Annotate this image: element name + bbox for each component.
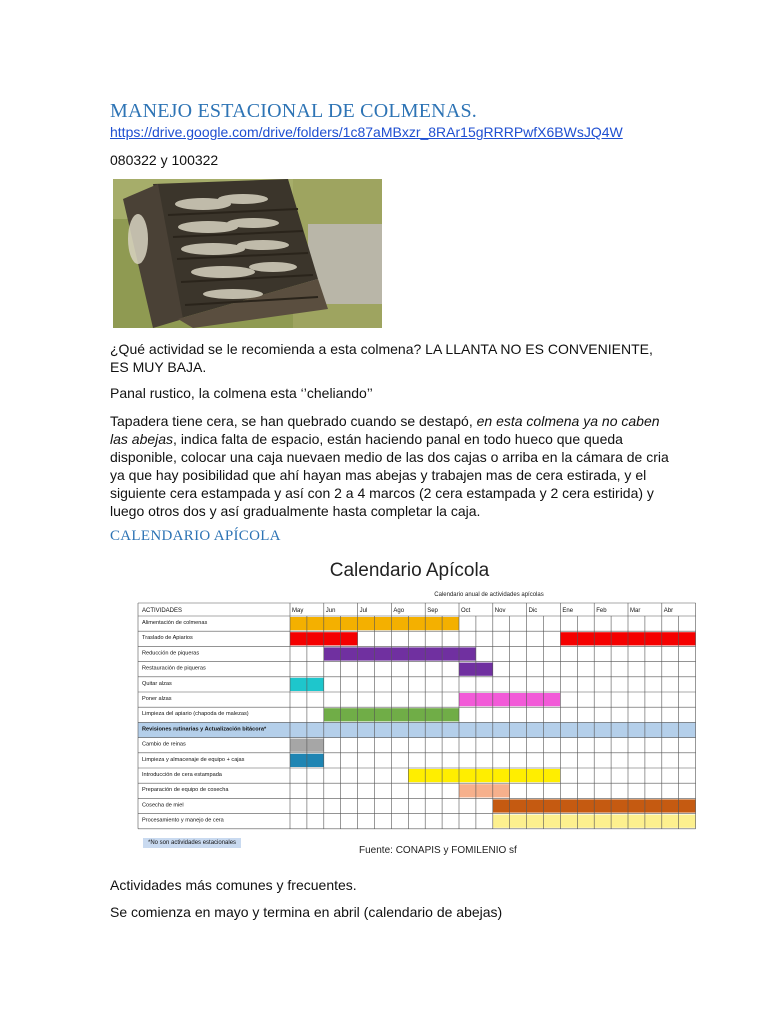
- activity-cell: [324, 708, 341, 721]
- activity-cell: [510, 815, 527, 828]
- doc-title: MANEJO ESTACIONAL DE COLMENAS.: [110, 100, 477, 122]
- activity-cell: [679, 632, 696, 645]
- activity-cell: [307, 617, 324, 630]
- activity-cell: [679, 815, 696, 828]
- activity-cell: [594, 723, 611, 736]
- activity-cell: [577, 723, 594, 736]
- activity-cell: [544, 693, 561, 706]
- tapadera-text-a: Tapadera tiene cera, se han quebrado cuando se destapó,: [110, 413, 477, 429]
- month-label: Oct: [461, 608, 471, 614]
- month-label: Jul: [359, 608, 368, 614]
- activity-cell: [324, 617, 341, 630]
- common-activities-text: Actividades más comunes y frecuentes.: [110, 877, 357, 893]
- month-label: Mar: [630, 608, 641, 614]
- activity-cell: [358, 708, 375, 721]
- activity-label: Revisiones rutinarias y Actualización bitácora*: [142, 726, 267, 733]
- activity-cell: [459, 693, 476, 706]
- activity-cell: [611, 723, 628, 736]
- activity-cell: [459, 723, 476, 736]
- month-label: Ene: [562, 608, 574, 614]
- month-label: May: [292, 608, 304, 614]
- calendar-note: *No son actividades estacionales: [143, 838, 241, 848]
- month-label: Feb: [596, 608, 607, 614]
- activity-cell: [391, 617, 408, 630]
- activity-cell: [459, 647, 476, 660]
- activity-cell: [611, 799, 628, 812]
- activity-cell: [611, 632, 628, 645]
- activity-cell: [527, 723, 544, 736]
- activity-label: Restauración de piqueras: [142, 665, 206, 672]
- beehive-photo: [113, 179, 382, 328]
- activity-cell: [476, 723, 493, 736]
- activity-cell: [611, 815, 628, 828]
- activity-cell: [662, 632, 679, 645]
- activity-cell: [662, 815, 679, 828]
- calendar-figure: [109, 546, 710, 864]
- activity-cell: [560, 799, 577, 812]
- activity-cell: [290, 617, 307, 630]
- drive-link[interactable]: https://drive.google.com/drive/folders/1c87aMBxzr_8RAr15gRRRPwfX6BWsJQ4W: [110, 124, 623, 140]
- activity-cell: [425, 723, 442, 736]
- calendar-source: Fuente: CONAPIS y FOMILENIO sf: [359, 845, 517, 856]
- activity-cell: [577, 799, 594, 812]
- activity-label: Poner alzas: [142, 696, 172, 702]
- month-label: Ago: [393, 608, 405, 614]
- activity-cell: [290, 632, 307, 645]
- activity-cell: [459, 769, 476, 782]
- activity-cell: [324, 632, 341, 645]
- activity-cell: [290, 678, 307, 691]
- activity-label: Procesamiento y manejo de cera: [142, 817, 224, 824]
- activity-cell: [645, 815, 662, 828]
- question-paragraph: ¿Qué actividad se le recomienda a esta colmena? LA LLANTA NO ES CONVENIENTE, ES MUY BAJA.: [110, 341, 653, 375]
- activity-cell: [425, 708, 442, 721]
- activity-cell: [375, 647, 392, 660]
- activity-label: Alimentación de colmenas: [142, 620, 208, 626]
- activity-cell: [358, 617, 375, 630]
- activity-cell: [679, 799, 696, 812]
- dates-text: 080322 y 100322: [110, 152, 219, 168]
- activity-label: Limpieza y almacenaje de equipo + cajas: [142, 756, 245, 763]
- activity-cell: [341, 647, 358, 660]
- activity-cell: [594, 815, 611, 828]
- activity-cell: [476, 784, 493, 797]
- activity-cell: [442, 647, 459, 660]
- activity-cell: [459, 663, 476, 676]
- activity-cell: [594, 799, 611, 812]
- activity-cell: [307, 723, 324, 736]
- panal-paragraph: Panal rustico, la colmena esta ‘’cheliando’’: [110, 385, 373, 401]
- cycle-text: Se comienza en mayo y termina en abril (calendario de abejas): [110, 904, 503, 920]
- activity-cell: [544, 815, 561, 828]
- activity-cell: [662, 723, 679, 736]
- activity-cell: [645, 632, 662, 645]
- activity-cell: [425, 617, 442, 630]
- section-heading: CALENDARIO APÍCOLA: [110, 528, 281, 544]
- activity-cell: [577, 815, 594, 828]
- activity-cell: [527, 693, 544, 706]
- activity-cell: [493, 723, 510, 736]
- activity-label: Traslado de Apiarios: [142, 635, 193, 642]
- activity-label: Limpieza del apiario (chapoda de malezas): [142, 711, 249, 718]
- activity-cell: [544, 723, 561, 736]
- activity-label: Introducción de cera estampada: [142, 772, 222, 778]
- activity-cell: [358, 723, 375, 736]
- tapadera-emphasis: en esta colmena ya no caben las abejas: [110, 413, 660, 447]
- month-label: Dic: [528, 608, 538, 614]
- activity-cell: [560, 723, 577, 736]
- activity-cell: [307, 754, 324, 767]
- activity-cell: [510, 799, 527, 812]
- activity-label: Preparación de equipo de cosecha: [142, 787, 229, 794]
- activity-cell: [290, 723, 307, 736]
- activity-cell: [442, 617, 459, 630]
- activity-cell: [442, 708, 459, 721]
- activity-cell: [324, 647, 341, 660]
- activity-cell: [476, 693, 493, 706]
- activity-cell: [408, 708, 425, 721]
- activity-cell: [476, 769, 493, 782]
- month-label: Abr: [663, 608, 674, 614]
- activity-label: Cambio de reinas: [142, 741, 186, 748]
- activity-cell: [510, 769, 527, 782]
- activity-cell: [544, 769, 561, 782]
- activity-cell: [679, 723, 696, 736]
- calendar-subtitle: Calendario anual de actividades apícolas: [434, 592, 544, 598]
- activity-cell: [290, 754, 307, 767]
- month-label: Sep: [427, 608, 438, 614]
- activity-cell: [476, 663, 493, 676]
- activity-cell: [442, 723, 459, 736]
- activity-cell: [510, 723, 527, 736]
- header-label: ACTIVIDADES: [142, 608, 183, 614]
- activity-cell: [628, 723, 645, 736]
- activity-cell: [527, 815, 544, 828]
- activity-cell: [307, 632, 324, 645]
- activity-cell: [425, 769, 442, 782]
- activity-cell: [510, 693, 527, 706]
- activity-cell: [408, 769, 425, 782]
- activity-cell: [628, 799, 645, 812]
- activity-cell: [408, 647, 425, 660]
- activity-cell: [391, 708, 408, 721]
- activity-cell: [408, 617, 425, 630]
- activity-cell: [662, 799, 679, 812]
- activity-cell: [307, 739, 324, 752]
- activity-cell: [594, 632, 611, 645]
- activity-cell: [375, 723, 392, 736]
- activity-cell: [645, 799, 662, 812]
- activity-cell: [290, 739, 307, 752]
- activity-cell: [307, 678, 324, 691]
- month-label: Nov: [494, 608, 506, 614]
- activity-cell: [560, 815, 577, 828]
- activity-label: Reducción de piqueras: [142, 650, 200, 657]
- activity-cell: [341, 708, 358, 721]
- calendar-grid: [109, 546, 710, 864]
- activity-cell: [577, 632, 594, 645]
- activity-cell: [459, 784, 476, 797]
- activity-cell: [560, 632, 577, 645]
- activity-cell: [493, 799, 510, 812]
- activity-cell: [493, 784, 510, 797]
- activity-cell: [358, 647, 375, 660]
- activity-cell: [391, 647, 408, 660]
- activity-label: Quitar alzas: [142, 680, 172, 687]
- activity-cell: [493, 769, 510, 782]
- activity-cell: [645, 723, 662, 736]
- activity-cell: [493, 693, 510, 706]
- activity-cell: [544, 799, 561, 812]
- calendar-title: Calendario Apícola: [329, 560, 490, 581]
- tapadera-text-b: , indica falta de espacio, están haciendo panal en todo hueco que queda disponible, colocar una caja nuevaen medio de las dos cajas o arriba en la cámara de cria ya que hay posibilidad que ahí hayan mas abejas y trabajen mas de cera estirada, y el siguiente cera estampada y así con 2 a 4 marcos (2 cera estampada y 2 cera estirida) y luego otros dos y así gradualmente hasta completar la caja.: [110, 431, 669, 519]
- activity-cell: [341, 617, 358, 630]
- activity-cell: [341, 632, 358, 645]
- activity-cell: [628, 632, 645, 645]
- activity-cell: [493, 815, 510, 828]
- activity-cell: [324, 723, 341, 736]
- activity-cell: [375, 617, 392, 630]
- activity-cell: [628, 815, 645, 828]
- tapadera-paragraph: [110, 412, 670, 520]
- activity-label: Cosecha de miel: [142, 802, 184, 809]
- activity-cell: [408, 723, 425, 736]
- activity-cell: [442, 769, 459, 782]
- month-label: Jun: [325, 608, 336, 614]
- activity-cell: [527, 799, 544, 812]
- activity-cell: [527, 769, 544, 782]
- activity-cell: [391, 723, 408, 736]
- activity-cell: [425, 647, 442, 660]
- activity-cell: [375, 708, 392, 721]
- activity-cell: [341, 723, 358, 736]
